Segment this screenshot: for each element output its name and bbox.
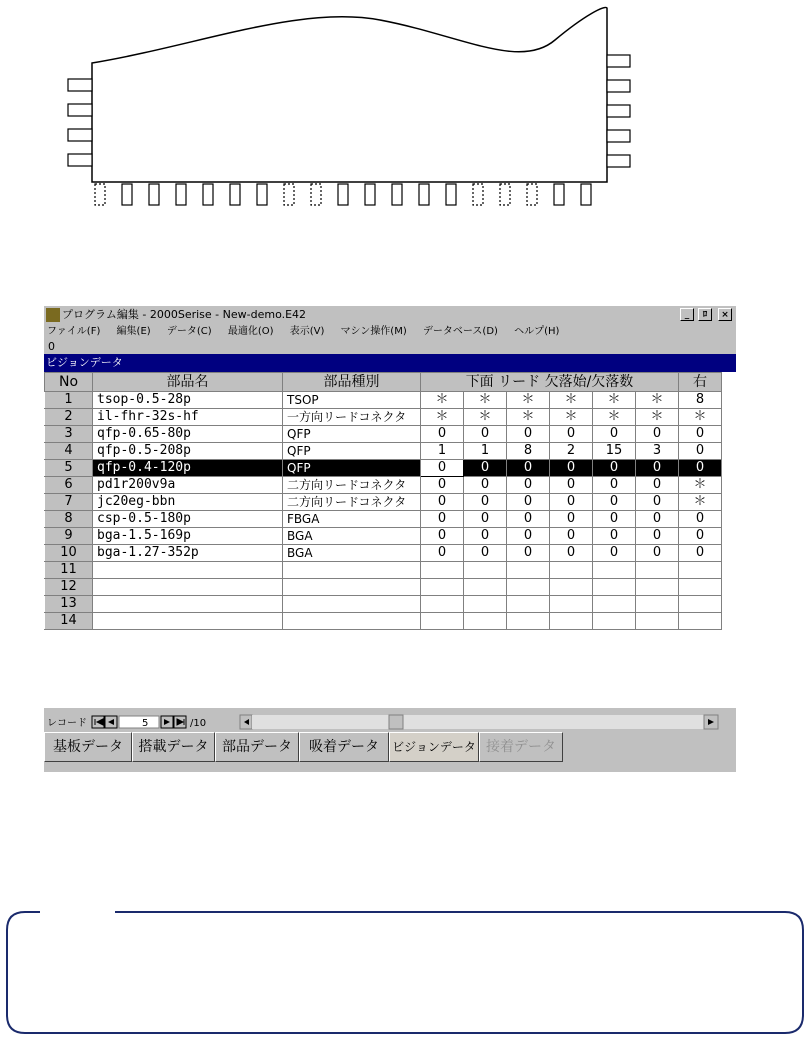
row-number[interactable]: 6: [45, 477, 93, 494]
maximize-button[interactable]: ﾛ: [698, 308, 712, 321]
value-cell[interactable]: 0: [636, 528, 679, 545]
value-cell[interactable]: [636, 579, 679, 596]
bottom-lead: [392, 184, 402, 205]
value-cell[interactable]: [636, 596, 679, 613]
minimize-button[interactable]: _: [680, 308, 694, 321]
row-number[interactable]: 11: [45, 562, 93, 579]
value-cell[interactable]: ＊: [679, 409, 722, 426]
menu-machine[interactable]: マシン操作(M): [340, 326, 407, 337]
tab-board-data[interactable]: 基板データ: [44, 732, 132, 762]
app-icon: [46, 308, 60, 322]
hscroll-track[interactable]: [252, 715, 704, 729]
value-cell[interactable]: [507, 613, 550, 630]
menu-optimize[interactable]: 最適化(O): [227, 326, 274, 337]
grid-header-row: [45, 373, 722, 392]
value-cell[interactable]: 0: [507, 494, 550, 511]
window-title: プログラム編集 - 2000Serise - New-demo.E42: [62, 308, 307, 321]
part-type-cell[interactable]: TSOP: [283, 392, 421, 409]
row-number[interactable]: 4: [45, 443, 93, 460]
title-bar: [44, 306, 736, 324]
table-row[interactable]: [45, 562, 722, 579]
value-cell[interactable]: ＊: [464, 409, 507, 426]
close-button[interactable]: ×: [718, 308, 732, 321]
value-cell[interactable]: 0: [464, 545, 507, 562]
table-row[interactable]: [45, 545, 722, 562]
status-bar: [44, 764, 736, 772]
row-number[interactable]: 3: [45, 426, 93, 443]
menu-file[interactable]: ファイル(F): [47, 326, 101, 337]
value-cell[interactable]: ＊: [464, 392, 507, 409]
value-cell[interactable]: ＊: [636, 392, 679, 409]
value-cell[interactable]: [464, 579, 507, 596]
value-cell[interactable]: 0: [593, 477, 636, 494]
table-row[interactable]: [45, 392, 722, 409]
tab-vision-data[interactable]: ビジョンデータ: [389, 732, 479, 762]
bottom-lead: [203, 184, 213, 205]
bottom-lead: [554, 184, 564, 205]
value-cell[interactable]: [679, 562, 722, 579]
value-cell[interactable]: [593, 596, 636, 613]
value-cell[interactable]: 0: [593, 426, 636, 443]
tab-mount-data[interactable]: 搭載データ: [132, 732, 215, 762]
data-table: [44, 372, 722, 630]
value-cell[interactable]: 0: [550, 494, 593, 511]
value-cell[interactable]: 0: [550, 477, 593, 494]
value-cell[interactable]: 0: [679, 426, 722, 443]
value-cell[interactable]: 0: [507, 477, 550, 494]
value-cell[interactable]: 0: [507, 528, 550, 545]
part-name-cell[interactable]: csp-0.5-180p: [93, 511, 283, 528]
value-cell[interactable]: [507, 562, 550, 579]
value-cell[interactable]: [550, 596, 593, 613]
menu-view[interactable]: 表示(V): [289, 326, 325, 337]
menu-database[interactable]: データベース(D): [422, 326, 498, 337]
part-name-cell[interactable]: pd1r200v9a: [93, 477, 283, 494]
value-cell[interactable]: [550, 579, 593, 596]
part-type-cell[interactable]: [283, 562, 421, 579]
menu-data[interactable]: データ(C): [166, 326, 212, 337]
value-cell[interactable]: 0: [593, 460, 636, 477]
row-number[interactable]: 1: [45, 392, 93, 409]
value-cell[interactable]: ＊: [679, 494, 722, 511]
part-name-cell[interactable]: tsop-0.5-28p: [93, 392, 283, 409]
component-body-outline: [92, 7, 607, 182]
table-row[interactable]: [45, 511, 722, 528]
value-cell[interactable]: 0: [464, 477, 507, 494]
bottom-lead: [500, 184, 510, 205]
value-cell[interactable]: 0: [550, 545, 593, 562]
value-cell[interactable]: ＊: [507, 392, 550, 409]
part-type-cell[interactable]: QFP: [283, 426, 421, 443]
value-cell[interactable]: ＊: [679, 477, 722, 494]
part-type-cell[interactable]: FBGA: [283, 511, 421, 528]
menu-help[interactable]: ヘルプ(H): [514, 326, 560, 337]
bottom-leads: [95, 184, 591, 205]
program-edit-window: [44, 306, 736, 772]
value-cell[interactable]: ＊: [593, 409, 636, 426]
value-cell[interactable]: [464, 562, 507, 579]
part-type-cell[interactable]: BGA: [283, 545, 421, 562]
value-cell[interactable]: 0: [421, 528, 464, 545]
component-lead-diagram: [0, 0, 806, 300]
part-type-cell[interactable]: QFP: [283, 460, 421, 477]
part-type-cell[interactable]: [283, 596, 421, 613]
note-box: [0, 900, 806, 1037]
value-cell[interactable]: 0: [507, 460, 550, 477]
value-cell[interactable]: 0: [636, 426, 679, 443]
value-cell[interactable]: 0: [421, 477, 464, 494]
value-cell[interactable]: [507, 579, 550, 596]
value-cell[interactable]: 0: [550, 460, 593, 477]
record-navigator: [44, 714, 736, 730]
table-row[interactable]: [45, 426, 722, 443]
value-cell[interactable]: 0: [550, 528, 593, 545]
value-cell[interactable]: [550, 613, 593, 630]
header-part-name[interactable]: 部品名: [93, 373, 283, 392]
tab-adhesive-data[interactable]: 接着データ: [479, 732, 563, 762]
value-cell[interactable]: [421, 596, 464, 613]
bottom-lead: [257, 184, 267, 205]
value-cell[interactable]: 0: [593, 528, 636, 545]
bottom-lead: [149, 184, 159, 205]
part-type-cell[interactable]: QFP: [283, 443, 421, 460]
row-number[interactable]: 2: [45, 409, 93, 426]
right-leads: [607, 55, 630, 167]
value-cell[interactable]: 0: [464, 528, 507, 545]
value-cell[interactable]: [507, 596, 550, 613]
value-cell[interactable]: 0: [464, 460, 507, 477]
header-right[interactable]: 右: [679, 373, 722, 392]
header-part-type[interactable]: 部品種別: [283, 373, 421, 392]
value-cell[interactable]: 8: [507, 443, 550, 460]
table-row[interactable]: [45, 528, 722, 545]
part-name-cell[interactable]: il-fhr-32s-hf: [93, 409, 283, 426]
row-number[interactable]: 8: [45, 511, 93, 528]
part-name-cell[interactable]: bga-1.27-352p: [93, 545, 283, 562]
value-cell[interactable]: 0: [636, 477, 679, 494]
value-cell[interactable]: [679, 596, 722, 613]
part-type-cell[interactable]: 二方向リードコネクタ: [283, 477, 421, 494]
value-cell[interactable]: ＊: [593, 392, 636, 409]
value-cell[interactable]: [636, 562, 679, 579]
value-cell[interactable]: [636, 613, 679, 630]
value-cell[interactable]: [679, 613, 722, 630]
value-cell[interactable]: [421, 579, 464, 596]
value-cell[interactable]: 0: [679, 528, 722, 545]
value-cell[interactable]: 8: [679, 392, 722, 409]
value-cell[interactable]: 0: [464, 494, 507, 511]
value-cell[interactable]: 0: [507, 545, 550, 562]
value-cell[interactable]: 0: [679, 545, 722, 562]
bottom-lead: [365, 184, 375, 205]
value-cell[interactable]: 0: [679, 443, 722, 460]
table-row[interactable]: [45, 460, 722, 477]
part-name-cell[interactable]: qfp-0.4-120p: [93, 460, 283, 477]
part-name-cell[interactable]: [93, 596, 283, 613]
tab-part-data[interactable]: 部品データ: [215, 732, 299, 762]
value-cell[interactable]: 0: [636, 494, 679, 511]
record-nav-bar: [44, 714, 736, 730]
value-cell[interactable]: 1: [464, 443, 507, 460]
value-cell[interactable]: [421, 562, 464, 579]
value-cell[interactable]: 0: [421, 426, 464, 443]
part-type-cell[interactable]: 二方向リードコネクタ: [283, 494, 421, 511]
value-cell[interactable]: [464, 613, 507, 630]
header-bottom-lead-missing[interactable]: 下面 リード 欠落始/欠落数: [421, 373, 679, 392]
value-cell[interactable]: [593, 613, 636, 630]
table-row[interactable]: [45, 477, 722, 494]
bottom-lead: [338, 184, 348, 205]
value-cell[interactable]: 0: [464, 426, 507, 443]
part-name-cell[interactable]: bga-1.5-169p: [93, 528, 283, 545]
value-cell[interactable]: 0: [636, 545, 679, 562]
row-number[interactable]: 9: [45, 528, 93, 545]
table-row[interactable]: [45, 579, 722, 596]
part-name-cell[interactable]: qfp-0.65-80p: [93, 426, 283, 443]
record-current: 5: [142, 718, 149, 729]
value-cell[interactable]: ＊: [550, 409, 593, 426]
table-row[interactable]: [45, 443, 722, 460]
value-cell[interactable]: 0: [550, 511, 593, 528]
table-row[interactable]: [45, 494, 722, 511]
vision-data-pane-title: [44, 354, 736, 372]
value-cell[interactable]: 0: [421, 460, 464, 477]
record-label: レコード: [47, 718, 87, 729]
row-number[interactable]: 7: [45, 494, 93, 511]
record-number-input[interactable]: [119, 716, 159, 728]
value-cell[interactable]: 0: [507, 426, 550, 443]
part-type-cell[interactable]: BGA: [283, 528, 421, 545]
value-cell[interactable]: [464, 596, 507, 613]
part-name-cell[interactable]: qfp-0.5-208p: [93, 443, 283, 460]
row-number[interactable]: 14: [45, 613, 93, 630]
value-cell[interactable]: ＊: [421, 392, 464, 409]
row-number[interactable]: 5: [45, 460, 93, 477]
bottom-lead: [419, 184, 429, 205]
value-cell[interactable]: 2: [550, 443, 593, 460]
bottom-lead: [122, 184, 132, 205]
menu-edit[interactable]: 編集(E): [116, 326, 151, 337]
bottom-lead: [311, 184, 321, 205]
row-number[interactable]: 12: [45, 579, 93, 596]
record-total: /10: [190, 718, 207, 729]
value-cell[interactable]: ＊: [421, 409, 464, 426]
value-cell[interactable]: ＊: [507, 409, 550, 426]
value-cell[interactable]: [593, 562, 636, 579]
left-leads: [68, 79, 92, 166]
bottom-lead: [581, 184, 591, 205]
value-cell[interactable]: 0: [550, 426, 593, 443]
value-cell[interactable]: 0: [464, 511, 507, 528]
bottom-lead: [284, 184, 294, 205]
pane-title: ビジョンデータ: [46, 356, 123, 369]
bottom-lead: [230, 184, 240, 205]
value-cell[interactable]: 0: [593, 545, 636, 562]
bottom-lead: [446, 184, 456, 205]
table-row[interactable]: [45, 613, 722, 630]
value-cell[interactable]: [593, 579, 636, 596]
tab-pickup-data[interactable]: 吸着データ: [299, 732, 389, 762]
value-cell[interactable]: 0: [421, 545, 464, 562]
value-cell[interactable]: 0: [421, 511, 464, 528]
value-cell[interactable]: 0: [593, 494, 636, 511]
value-cell[interactable]: 0: [593, 511, 636, 528]
value-cell[interactable]: 3: [636, 443, 679, 460]
value-cell[interactable]: 0: [507, 511, 550, 528]
value-cell[interactable]: 0: [636, 511, 679, 528]
bottom-lead: [473, 184, 483, 205]
table-row[interactable]: [45, 409, 722, 426]
header-no[interactable]: No: [45, 373, 93, 392]
row-number[interactable]: 10: [45, 545, 93, 562]
bottom-lead: [95, 184, 105, 205]
part-type-cell[interactable]: [283, 579, 421, 596]
part-name-cell[interactable]: [93, 579, 283, 596]
value-cell[interactable]: [679, 579, 722, 596]
part-name-cell[interactable]: [93, 613, 283, 630]
part-type-cell[interactable]: 一方向リードコネクタ: [283, 409, 421, 426]
value-cell[interactable]: ＊: [550, 392, 593, 409]
part-type-cell[interactable]: [283, 613, 421, 630]
bottom-lead: [176, 184, 186, 205]
row-number[interactable]: 13: [45, 596, 93, 613]
value-field[interactable]: 0: [48, 340, 55, 353]
value-cell[interactable]: 15: [593, 443, 636, 460]
part-name-cell[interactable]: jc20eg-bbn: [93, 494, 283, 511]
bottom-lead: [527, 184, 537, 205]
vision-data-grid: [44, 372, 736, 708]
value-cell[interactable]: [421, 613, 464, 630]
value-cell[interactable]: 0: [421, 494, 464, 511]
value-cell[interactable]: 1: [421, 443, 464, 460]
hscroll-thumb[interactable]: [389, 715, 403, 729]
value-cell[interactable]: [550, 562, 593, 579]
part-name-cell[interactable]: [93, 562, 283, 579]
data-tabs: [44, 732, 736, 762]
value-cell[interactable]: 0: [636, 460, 679, 477]
menu-bar: [44, 324, 736, 340]
value-cell[interactable]: 0: [679, 511, 722, 528]
value-cell[interactable]: 0: [679, 460, 722, 477]
table-row[interactable]: [45, 596, 722, 613]
value-cell[interactable]: ＊: [636, 409, 679, 426]
